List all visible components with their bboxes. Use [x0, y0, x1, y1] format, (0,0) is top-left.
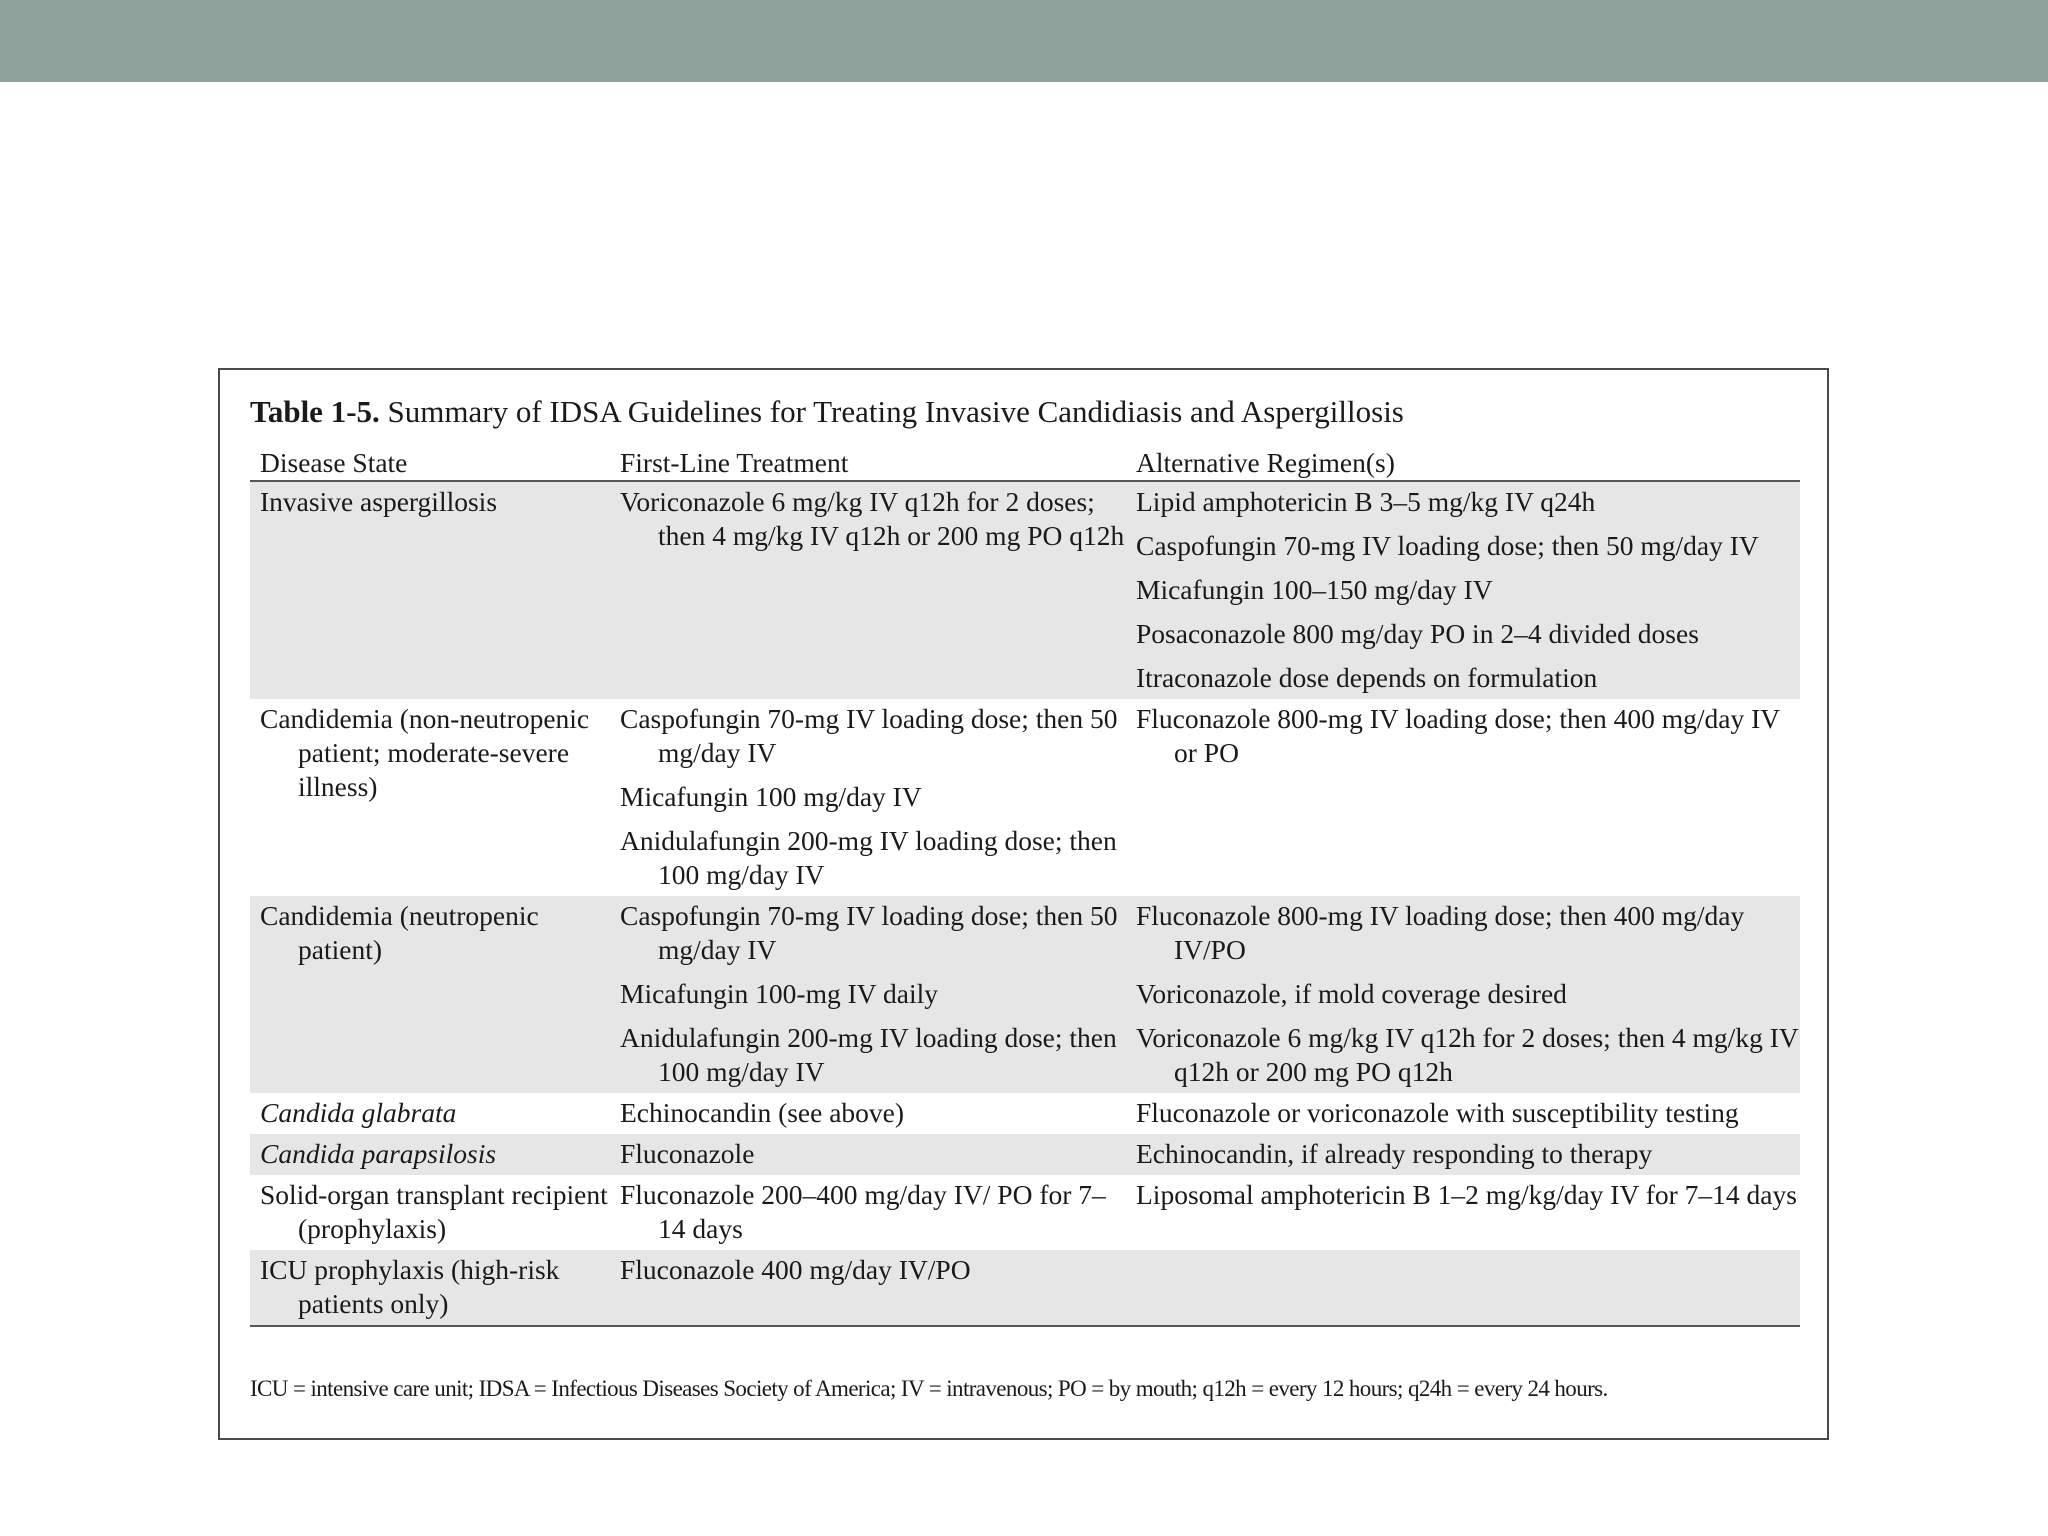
table-row [250, 1250, 1800, 1326]
table-title-text: Summary of IDSA Guidelines for Treating Invasive Candidiasis and Aspergillosis [379, 394, 1404, 429]
header-disease-state: Disease State [250, 438, 610, 481]
treatment-entry: Anidulafungin 200-mg IV loading dose; then 100 mg/day IV [620, 825, 1117, 890]
treatment-entry: Micafungin 100 mg/day IV [620, 781, 922, 812]
treatment-entry: Micafungin 100-mg IV daily [620, 978, 938, 1009]
treatment-entry: Caspofungin 70-mg IV loading dose; then 50 mg/day IV [620, 703, 1118, 768]
disease-cell [250, 699, 610, 896]
treatment-entry: Fluconazole 400 mg/day IV/PO [620, 1254, 971, 1285]
disease-cell [250, 1134, 610, 1175]
alternative-cell [1126, 699, 1800, 896]
disease-label: Invasive aspergillosis [260, 486, 498, 517]
table-footnote: ICU = intensive care unit; IDSA = Infectious Diseases Society of America; IV = intravenous; PO = by mouth; q12h = every 12 hours; q24h = every 24 hours. [250, 1376, 1608, 1401]
alternative-entry: Echinocandin, if already responding to therapy [1136, 1138, 1653, 1169]
treatment-entry: Caspofungin 70-mg IV loading dose; then 50 mg/day IV [620, 900, 1118, 965]
table-title [250, 394, 1404, 430]
disease-label: Candidemia (non-neutropenic patient; moderate-severe illness) [260, 703, 590, 802]
top-banner [0, 0, 2048, 82]
table-row [250, 1134, 1800, 1175]
disease-label: ICU prophylaxis (high-risk patients only) [260, 1254, 560, 1319]
treatment-entry: Fluconazole 200–400 mg/day IV/ PO for 7–14 days [620, 1179, 1106, 1244]
alternative-cell [1126, 1175, 1800, 1250]
alternative-entry: Posaconazole 800 mg/day PO in 2–4 divided doses [1136, 618, 1699, 649]
table-row [250, 481, 1800, 699]
alternative-entry: Voriconazole 6 mg/kg IV q12h for 2 doses; then 4 mg/kg IV q12h or 200 mg PO q12h [1136, 1022, 1799, 1087]
alternative-entry: Lipid amphotericin B 3–5 mg/kg IV q24h [1136, 486, 1596, 517]
alternative-entry: Liposomal amphotericin B 1–2 mg/kg/day IV for 7–14 days [1136, 1179, 1797, 1210]
first-line-cell [610, 481, 1126, 699]
alternative-entry: Fluconazole 800-mg IV loading dose; then 400 mg/day IV/PO [1136, 900, 1745, 965]
first-line-cell [610, 1093, 1126, 1134]
disease-label: Candida parapsilosis [260, 1138, 497, 1169]
first-line-cell [610, 1175, 1126, 1250]
disease-cell [250, 1250, 610, 1326]
treatment-entry: Echinocandin (see above) [620, 1097, 905, 1128]
alternative-cell [1126, 1093, 1800, 1134]
header-first-line: First-Line Treatment [610, 438, 1126, 481]
disease-label: Candidemia (neutropenic patient) [260, 900, 539, 965]
disease-cell [250, 1175, 610, 1250]
alternative-cell [1126, 1250, 1800, 1326]
disease-cell [250, 896, 610, 1093]
table-title-label: Table 1-5. [250, 394, 380, 429]
first-line-cell [610, 896, 1126, 1093]
table-row [250, 1175, 1800, 1250]
alternative-cell [1126, 896, 1800, 1093]
alternative-entry: Fluconazole or voriconazole with susceptibility testing [1136, 1097, 1739, 1128]
header-row [250, 438, 1800, 481]
disease-cell [250, 1093, 610, 1134]
alternative-entry: Caspofungin 70-mg IV loading dose; then 50 mg/day IV [1136, 530, 1759, 561]
alternative-entry: Voriconazole, if mold coverage desired [1136, 978, 1567, 1009]
alternative-entry: Micafungin 100–150 mg/day IV [1136, 574, 1493, 605]
disease-label: Candida glabrata [260, 1097, 457, 1128]
disease-label: Solid-organ transplant recipient (prophylaxis) [260, 1179, 608, 1244]
alternative-cell [1126, 1134, 1800, 1175]
disease-cell [250, 481, 610, 699]
header-alternative: Alternative Regimen(s) [1126, 438, 1800, 481]
table-row [250, 896, 1800, 1093]
first-line-cell [610, 1134, 1126, 1175]
first-line-cell [610, 699, 1126, 896]
table-body [250, 481, 1800, 1326]
guidelines-table [250, 438, 1800, 1327]
table-figure [218, 368, 1829, 1440]
table-row [250, 699, 1800, 896]
alternative-cell [1126, 481, 1800, 699]
alternative-entry: Itraconazole dose depends on formulation [1136, 662, 1598, 693]
table-row [250, 1093, 1800, 1134]
first-line-cell [610, 1250, 1126, 1326]
treatment-entry: Anidulafungin 200-mg IV loading dose; then 100 mg/day IV [620, 1022, 1117, 1087]
treatment-entry: Voriconazole 6 mg/kg IV q12h for 2 doses; then 4 mg/kg IV q12h or 200 mg PO q12h [620, 486, 1125, 551]
alternative-entry: Fluconazole 800-mg IV loading dose; then 400 mg/day IV or PO [1136, 703, 1780, 768]
treatment-entry: Fluconazole [620, 1138, 755, 1169]
